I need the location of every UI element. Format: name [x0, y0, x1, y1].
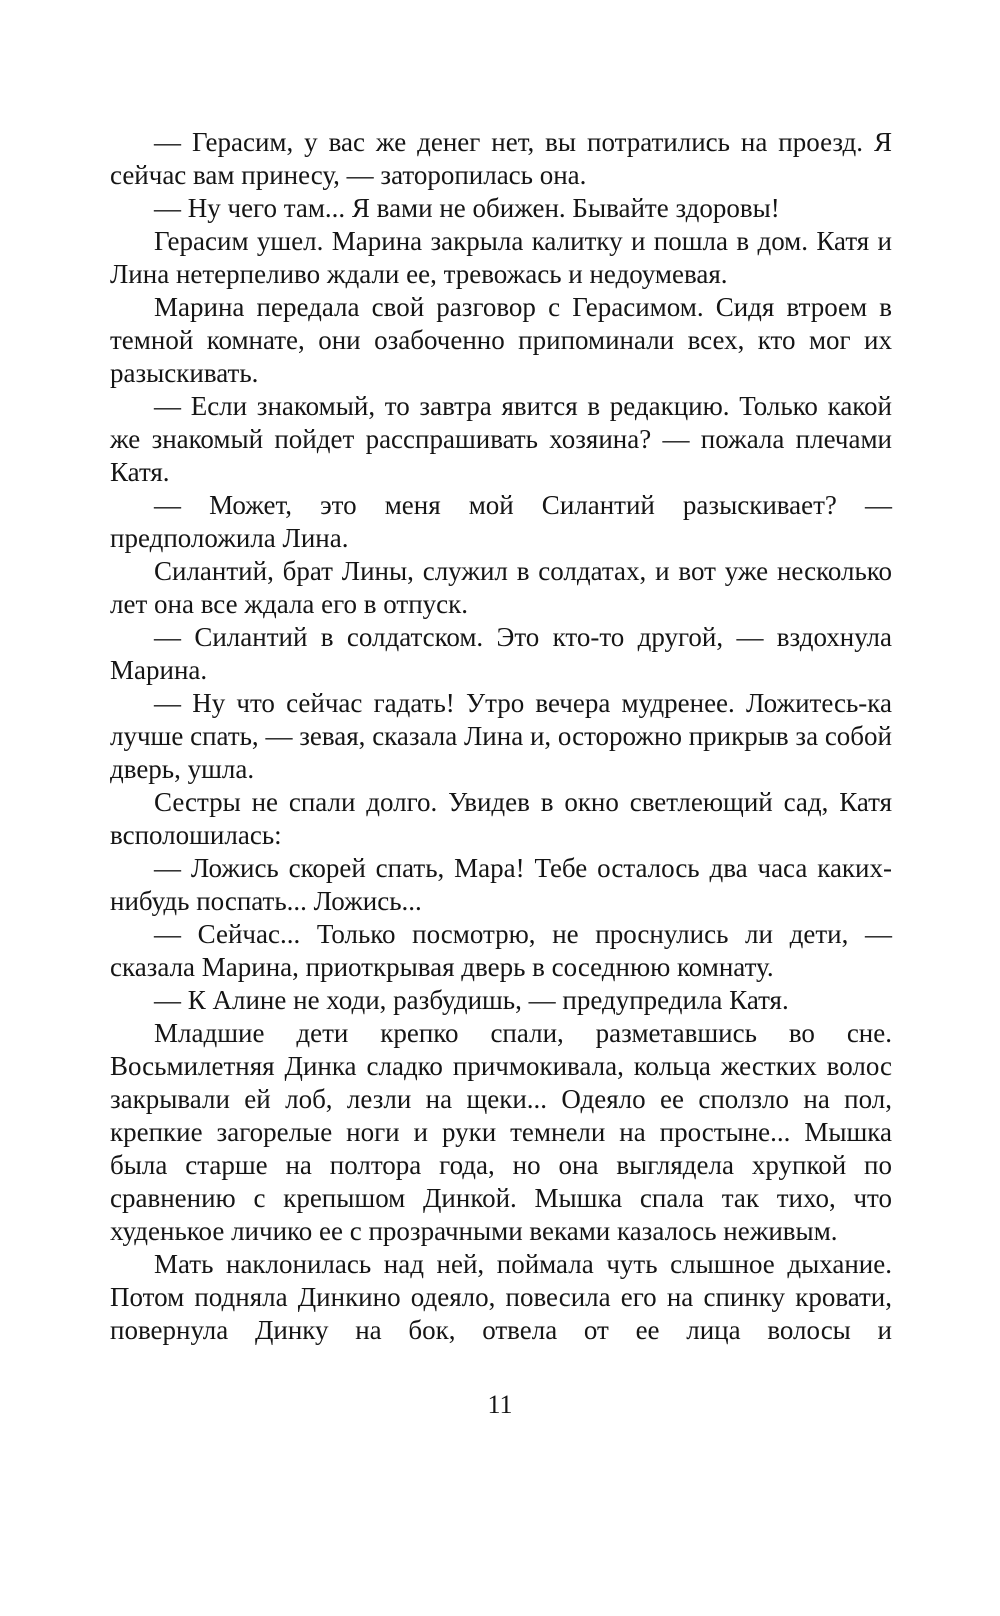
paragraph: — Ну чего там... Я вами не обижен. Бывайте здоровы!: [154, 193, 780, 223]
paragraph: Мать наклонилась над ней, поймала чуть слышное дыхание. Потом подняла Динкино одеяло, повесила его на спинку кровати, повернула Динку на бок, отвела от ее лица волосы и: [110, 1249, 892, 1345]
paragraph: Марина передала свой разговор с Герасимом. Сидя втроем в темной комнате, они озабоченно припоминали всех, кто мог их разыскивать.: [110, 292, 892, 388]
paragraph: Герасим ушел. Марина закрыла калитку и пошла в дом. Катя и Лина нетерпеливо ждали ее, тревожась и недоумевая.: [110, 226, 892, 289]
paragraph: — Герасим, у вас же денег нет, вы потратились на проезд. Я сейчас вам принесу, — заторопилась она.: [110, 127, 892, 190]
paragraph: — Сейчас... Только посмотрю, не проснулись ли дети, — сказала Марина, приоткрывая дверь в соседнюю комнату.: [110, 919, 892, 982]
paragraph: — Если знакомый, то завтра явится в редакцию. Только какой же знакомый пойдет расспрашивать хозяина? — пожала плечами Катя.: [110, 391, 892, 487]
page-number: 11: [487, 1390, 513, 1419]
paragraph: — К Алине не ходи, разбудишь, — предупредила Катя.: [154, 985, 789, 1015]
paragraph: Младшие дети крепко спали, разметавшись во сне. Восьмилетняя Динка сладко причмокивала, кольца жестких волос закрывали ей лоб, лезли на щеки... Одеяло ее сползло на пол, крепкие загорелые ноги и руки темнели на простыне... Мышка была старше на полтора года, но она выглядела хрупкой по сравнению с крепышом Динкой. Мышка спала так тихо, что худенькое личико ее с прозрачными веками казалось неживым.: [110, 1018, 892, 1246]
paragraph: — Ну что сейчас гадать! Утро вечера мудренее. Ложитесь-ка лучше спать, — зевая, сказала Лина и, осторожно прикрыв за собой дверь, ушла.: [110, 688, 892, 784]
paragraph: — Силантий в солдатском. Это кто-то другой, — вздохнула Марина.: [110, 622, 892, 685]
paragraph: Сестры не спали долго. Увидев в окно светлеющий сад, Катя всполошилась:: [110, 787, 892, 850]
paragraph: — Может, это меня мой Силантий разыскивает? — предположила Лина.: [110, 490, 892, 553]
paragraph: Силантий, брат Лины, служил в солдатах, и вот уже несколько лет она все ждала его в отпуск.: [110, 556, 892, 619]
text-block: [110, 126, 892, 1347]
paragraph: — Ложись скорей спать, Мара! Тебе осталось два часа каких-нибудь поспать... Ложись...: [110, 853, 892, 916]
